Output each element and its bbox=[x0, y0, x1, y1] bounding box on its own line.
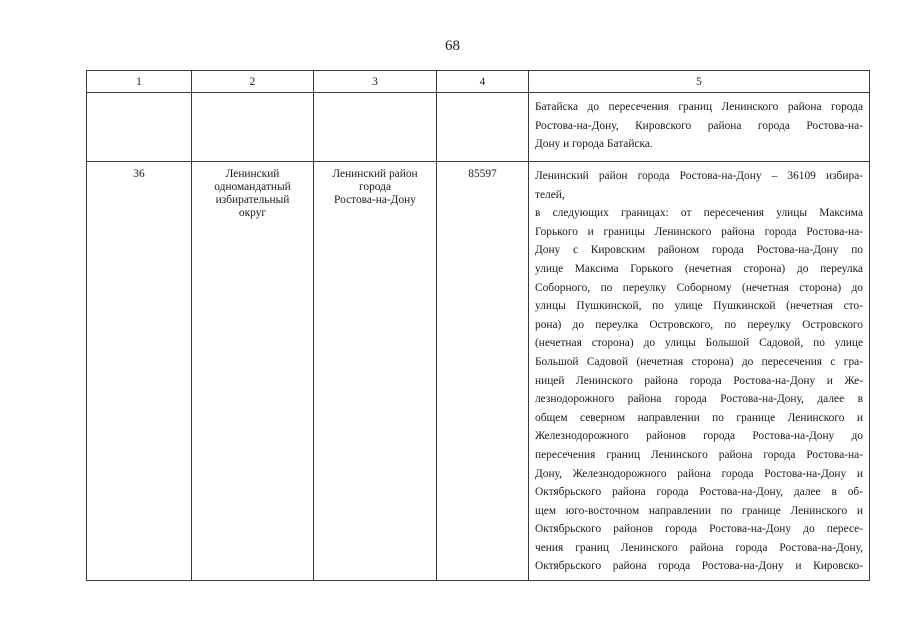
description-line: телей, bbox=[535, 188, 565, 201]
description-line: Железнодорожного районов города Ростова-на-Дону до bbox=[535, 430, 863, 443]
description-line: Батайска до пересечения границ Ленинского района города bbox=[535, 101, 863, 113]
district-name-line: одномандатный bbox=[214, 181, 291, 193]
district-description bbox=[529, 162, 870, 581]
description-line: лезнодорожного района города Ростова-на-Дону, далее в bbox=[535, 393, 863, 406]
district-territory bbox=[314, 162, 437, 581]
description-line: пересечения границ Ленинского района города Ростова-на- bbox=[535, 448, 863, 461]
table-row-continuation bbox=[87, 93, 870, 162]
column-header-3: 3 bbox=[314, 71, 437, 93]
empty-cell bbox=[192, 93, 314, 162]
description-line: Октябрьского района города Ростова-на-Дону и Кировско- bbox=[535, 560, 863, 573]
description-line: Большой Садовой (нечетная сторона) до пересечения с гра- bbox=[535, 355, 863, 368]
description-line: Горького и границы Ленинского района города Ростова-на- bbox=[535, 225, 863, 238]
description-line: общем северном направлении по границе Ленинского и bbox=[535, 411, 863, 424]
territory-line: города bbox=[359, 181, 391, 193]
territory-line: Ленинский район bbox=[332, 168, 418, 180]
districts-table bbox=[86, 70, 870, 581]
description-line: Ростова-на-Дону, Кировского района города Ростова-на- bbox=[535, 119, 863, 132]
voter-count: 85597 bbox=[437, 162, 529, 581]
description-line: рона) до переулка Островского, по переулку Островского bbox=[535, 318, 863, 331]
empty-cell bbox=[87, 93, 192, 162]
description-line: улицы Пушкинской, по улице Пушкинской (нечетная сто- bbox=[535, 300, 863, 313]
description-line: Дону, Железнодорожного района города Ростова-на-Дону и bbox=[535, 467, 863, 480]
column-header-2: 2 bbox=[192, 71, 314, 93]
table-row-district-36 bbox=[87, 162, 870, 581]
description-line: Дону и города Батайска. bbox=[535, 138, 653, 151]
continuation-description bbox=[529, 93, 870, 162]
description-line: щем юго-восточном направлении по границе Ленинского и bbox=[535, 504, 863, 517]
column-header-5: 5 bbox=[529, 71, 870, 93]
district-name-line: округ bbox=[238, 207, 267, 219]
district-number: 36 bbox=[87, 162, 192, 581]
description-line: Соборного, по переулку Соборному (нечетная сторона) до bbox=[535, 281, 863, 294]
description-line: (нечетная сторона) до улицы Большой Садовой, по улице bbox=[535, 337, 863, 350]
description-line: улице Максима Горького (нечетная сторона) до переулка bbox=[535, 262, 863, 275]
column-header-4: 4 bbox=[437, 71, 529, 93]
description-line: Ленинский район города Ростова-на-Дону – 36109 избира- bbox=[535, 170, 863, 182]
table-header-row bbox=[87, 71, 870, 93]
territory-line: Ростова-на-Дону bbox=[334, 194, 416, 206]
empty-cell bbox=[437, 93, 529, 162]
column-header-1: 1 bbox=[87, 71, 192, 93]
description-line: в следующих границах: от пересечения улицы Максима bbox=[535, 207, 863, 220]
description-line: чения границ Ленинского района города Ростова-на-Дону, bbox=[535, 541, 863, 554]
district-name-line: Ленинский bbox=[225, 168, 280, 180]
description-line: Октябрьского района города Ростова-на-Дону, далее в об- bbox=[535, 486, 863, 499]
district-name-line: избирательный bbox=[215, 194, 290, 206]
description-line: Октябрьского районов города Ростова-на-Дону до пересе- bbox=[535, 523, 863, 536]
description-line: ницей Ленинского района города Ростова-на-Дону и Же- bbox=[535, 374, 863, 387]
empty-cell bbox=[314, 93, 437, 162]
district-name bbox=[192, 162, 314, 581]
page-number: 68 bbox=[445, 38, 460, 54]
description-line: Дону с Кировским районом города Ростова-на-Дону по bbox=[535, 244, 863, 257]
